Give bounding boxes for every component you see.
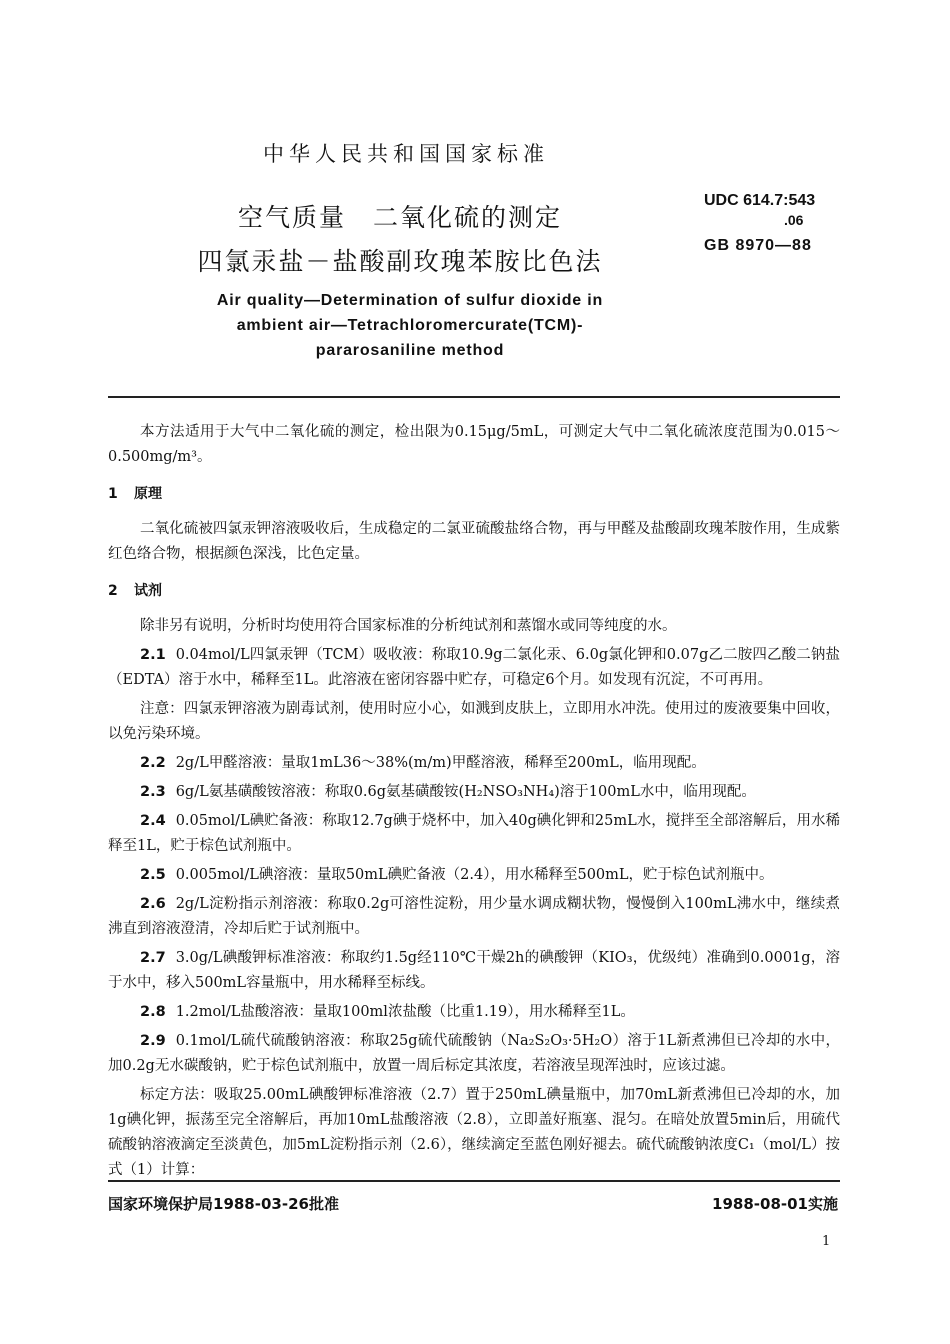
item-text: 3.0g/L碘酸钾标准溶液：称取约1.5g经110℃干燥2h的碘酸钾（KIO₃，优级纯）准确到0.0001g，溶于水中，移入500mL容量瓶中，用水稀释至标线。 <box>108 950 840 991</box>
item-text: 0.1mol/L硫代硫酸钠溶液：称取25g硫代硫酸钠（Na₂S₂O₃·5H₂O）溶于1L新煮沸但已冷却的水中，加0.2g无水碳酸钠，贮于棕色试剂瓶中，放置一周后标定其浓度，若溶液呈现浑浊时，应该过滤。 <box>108 1033 840 1074</box>
issuing-body: 中华人民共和国国家标准 <box>263 142 549 166</box>
chinese-title-line-1: 空气质量 二氧化硫的测定 <box>237 203 562 232</box>
section-heading-principle <box>108 482 840 507</box>
reagents-intro-paragraph: 除非另有说明，分析时均使用符合国家标准的分析纯试剂和蒸馏水或同等纯度的水。 <box>140 618 677 634</box>
item-number: 2.5 <box>140 867 166 883</box>
item-text: 0.05mol/L碘贮备液：称取12.7g碘于烧杯中，加入40g碘化钾和25mL水，搅拌至全部溶解后，用水稀释至1L，贮于棕色试剂瓶中。 <box>108 813 840 854</box>
item-text: 0.04mol/L四氯汞钾（TCM）吸收液：称取10.9g二氯化汞、6.0g氯化钾和0.07g乙二胺四乙酸二钠盐（EDTA）溶于水中，稀释至1L。此溶液在密闭容器中贮存，可稳定6个月。如发现有沉淀，不可再用。 <box>108 647 840 688</box>
approval-line: 国家环境保护局1988-03-26批准 <box>108 1195 339 1213</box>
item-number: 2.9 <box>140 1033 166 1049</box>
item-number: 2.7 <box>140 950 166 966</box>
section-title: 原理 <box>134 486 162 502</box>
header-divider <box>108 396 840 398</box>
section-number: 1 <box>108 486 118 502</box>
english-title-line-1: Air quality—Determination of sulfur dioxide in <box>216 292 604 309</box>
reagent-item <box>108 809 840 859</box>
section-number: 2 <box>108 583 118 599</box>
item-number: 2.4 <box>140 813 166 829</box>
item-number: 2.2 <box>140 755 166 771</box>
calibration-method-paragraph <box>108 1083 840 1183</box>
scope-paragraph: 本方法适用于大气中二氧化硫的测定，检出限为0.15μg/5mL，可测定大气中二氧化硫浓度范围为0.015～0.500mg/m³。 <box>108 424 840 465</box>
reagent-item <box>108 643 840 693</box>
reagent-item <box>108 863 840 888</box>
item-number: 2.3 <box>140 784 166 800</box>
reagent-item <box>108 751 840 776</box>
implementation-date: 1988-08-01实施 <box>712 1195 838 1213</box>
section-heading-reagents <box>108 579 840 604</box>
footer-divider <box>108 1180 840 1182</box>
udc-code-suffix: .06 <box>784 212 804 228</box>
item-text: 2g/L甲醛溶液：量取1mL36～38%(m/m)甲醛溶液，稀释至200mL，临用现配。 <box>175 755 706 771</box>
item-number: 2.8 <box>140 1004 166 1020</box>
udc-code: UDC 614.7:543 <box>704 192 816 209</box>
gb-standard-number: GB 8970—88 <box>704 237 812 254</box>
reagent-item <box>108 892 840 942</box>
item-text: 2g/L淀粉指示剂溶液：称取0.2g可溶性淀粉，用少量水调成糊状物，慢慢倒入100mL沸水中，继续煮沸直到溶液澄清，冷却后贮于试剂瓶中。 <box>108 896 840 937</box>
page-number: 1 <box>822 1234 831 1249</box>
item-text: 6g/L氨基磺酸铵溶液：称取0.6g氨基磺酸铵(H₂NSO₃NH₄)溶于100mL水中，临用现配。 <box>175 784 756 800</box>
item-text: 1.2mol/L盐酸溶液：量取100ml浓盐酸（比重1.19），用水稀释至1L。 <box>175 1004 635 1020</box>
item-text: 注意：四氯汞钾溶液为剧毒试剂，使用时应小心，如溅到皮肤上，立即用水冲洗。使用过的废液要集中回收，以免污染环境。 <box>108 701 840 742</box>
reagent-item <box>108 1029 840 1079</box>
english-title-line-3: pararosaniline method <box>315 342 505 359</box>
reagent-item <box>108 1000 840 1025</box>
caution-note <box>108 697 840 747</box>
reagent-item <box>108 780 840 805</box>
english-title-line-2: ambient air—Tetrachloromercurate(TCM)- <box>236 317 584 334</box>
item-text: 0.005mol/L碘溶液：量取50mL碘贮备液（2.4），用水稀释至500mL，贮于棕色试剂瓶中。 <box>175 867 774 883</box>
item-text: 标定方法：吸取25.00mL碘酸钾标准溶液（2.7）置于250mL碘量瓶中，加70mL新煮沸但已冷却的水，加1g碘化钾，振荡至完全溶解后，再加10mL盐酸溶液（2.8），立即盖好瓶塞、混匀。在暗处放置5min后，用硫代硫酸钠溶液滴定至淡黄色，加5mL淀粉指示剂（2.6），继续滴定至蓝色刚好褪去。硫代硫酸钠浓度C₁（mol/L）按式（1）计算： <box>108 1087 840 1178</box>
principle-paragraph: 二氧化硫被四氯汞钾溶液吸收后，生成稳定的二氯亚硫酸盐络合物，再与甲醛及盐酸副玫瑰苯胺作用，生成紫红色络合物，根据颜色深浅，比色定量。 <box>108 521 840 562</box>
item-number: 2.1 <box>140 647 166 663</box>
chinese-title-line-2: 四氯汞盐－盐酸副玫瑰苯胺比色法 <box>197 247 603 276</box>
item-number: 2.6 <box>140 896 166 912</box>
reagent-item <box>108 946 840 996</box>
document-body <box>108 420 840 1187</box>
section-title: 试剂 <box>134 583 162 599</box>
